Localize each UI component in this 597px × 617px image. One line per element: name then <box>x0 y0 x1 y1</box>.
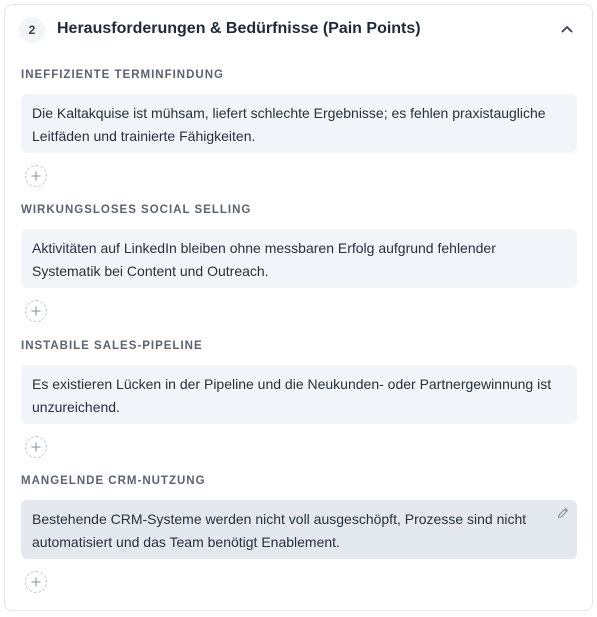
add-item-button[interactable] <box>25 436 47 458</box>
add-item-button[interactable] <box>25 300 47 322</box>
plus-icon <box>31 306 41 316</box>
pain-point-text-field[interactable] <box>21 94 577 153</box>
pain-point-label: WIRKUNGSLOSES SOCIAL SELLING <box>21 204 252 216</box>
chevron-up-icon[interactable] <box>556 18 578 40</box>
plus-icon <box>31 577 41 587</box>
pain-point-item <box>21 69 577 187</box>
pain-point-text-field[interactable] <box>21 500 577 559</box>
section-title: Herausforderungen & Bedürfnisse (Pain Points) <box>57 20 421 37</box>
pain-point-text: Es existieren Lücken in der Pipeline und die Neukunden- oder Partnergewinnung ist unzureichend. <box>32 376 552 415</box>
pain-point-item <box>21 340 577 458</box>
plus-icon <box>31 442 41 452</box>
pain-point-text-field[interactable] <box>21 365 577 424</box>
pain-point-text: Aktivitäten auf LinkedIn bleiben ohne messbaren Erfolg aufgrund fehlender Systematik bei Content und Outreach. <box>32 240 496 279</box>
pain-point-text-field[interactable] <box>21 229 577 288</box>
pain-point-label: INEFFIZIENTE TERMINFINDUNG <box>21 69 224 81</box>
pain-point-label: MANGELNDE CRM-NUTZUNG <box>21 475 206 487</box>
pain-point-label: INSTABILE SALES-PIPELINE <box>21 340 203 352</box>
step-number-badge: 2 <box>19 17 45 43</box>
pain-points-card <box>4 4 593 611</box>
add-item-button[interactable] <box>25 571 47 593</box>
plus-icon <box>31 171 41 181</box>
add-item-button[interactable] <box>25 165 47 187</box>
section-header[interactable] <box>5 5 592 55</box>
pain-point-item <box>21 204 577 322</box>
pain-point-item <box>21 475 577 593</box>
pain-point-text: Bestehende CRM-Systeme werden nicht voll ausgeschöpft, Prozesse sind nicht automatisiert und das Team benötigt Enablement. <box>32 511 527 550</box>
pain-point-text: Die Kaltakquise ist mühsam, liefert schlechte Ergebnisse; es fehlen praxistaugliche Leitfäden und trainierte Fähigkeiten. <box>32 105 546 144</box>
pencil-icon[interactable] <box>556 506 570 520</box>
